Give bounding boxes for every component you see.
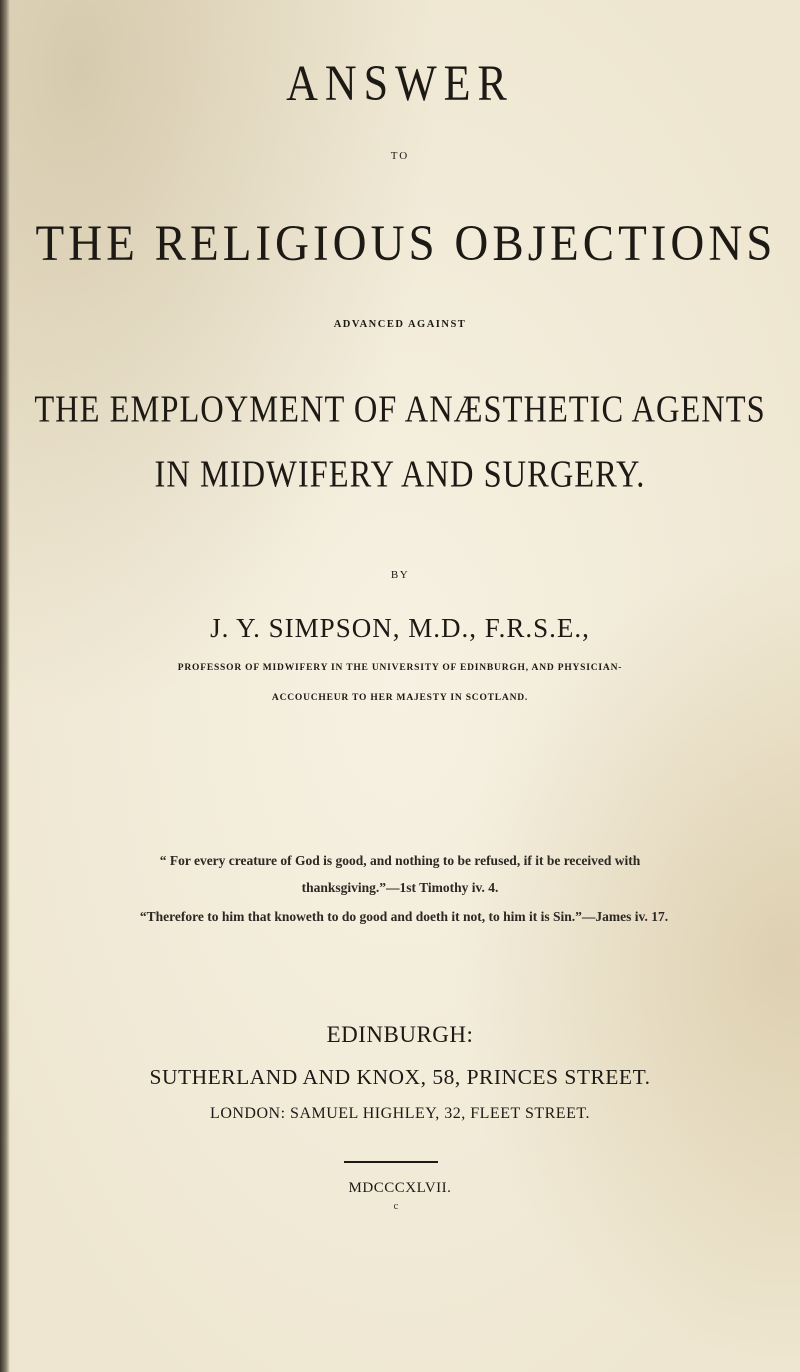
epigraph-line-3: “Therefore to him that knoweth to do good and doeth it not, to him it is Sin.”—James iv. 17.	[139, 909, 669, 924]
imprint-london: LONDON: SAMUEL HIGHLEY, 32, FLEET STREET.	[210, 1105, 590, 1122]
title-subject: THE RELIGIOUS OBJECTIONS	[35, 215, 777, 273]
title-to: TO	[390, 150, 410, 162]
title-advanced-against: ADVANCED AGAINST	[333, 319, 467, 330]
epigraph-line-1: “ For every creature of God is good, and nothing to be refused, if it be received with	[159, 853, 641, 868]
title-answer: ANSWER	[286, 55, 514, 112]
title-employment-line: THE EMPLOYMENT OF ANÆSTHETIC AGENTS	[34, 388, 766, 432]
divider-rule	[344, 1161, 438, 1163]
signature-mark: c	[393, 1200, 399, 1212]
imprint-city: EDINBURGH:	[326, 1022, 474, 1047]
page-binding-edge	[0, 0, 10, 1372]
title-midwifery-line: IN MIDWIFERY AND SURGERY.	[154, 453, 646, 497]
byline-by: BY	[390, 569, 410, 581]
epigraph-line-2: thanksgiving.”—1st Timothy iv. 4.	[301, 880, 499, 895]
author-position-line-1: PROFESSOR OF MIDWIFERY IN THE UNIVERSITY OF EDINBURGH, AND PHYSICIAN-	[177, 663, 623, 673]
author-position-line-2: ACCOUCHEUR TO HER MAJESTY IN SCOTLAND.	[271, 693, 529, 703]
author-name: J. Y. SIMPSON, M.D., F.R.S.E.,	[210, 613, 590, 643]
imprint-publisher: SUTHERLAND AND KNOX, 58, PRINCES STREET.	[149, 1065, 651, 1089]
imprint-year: MDCCCXLVII.	[348, 1180, 452, 1196]
